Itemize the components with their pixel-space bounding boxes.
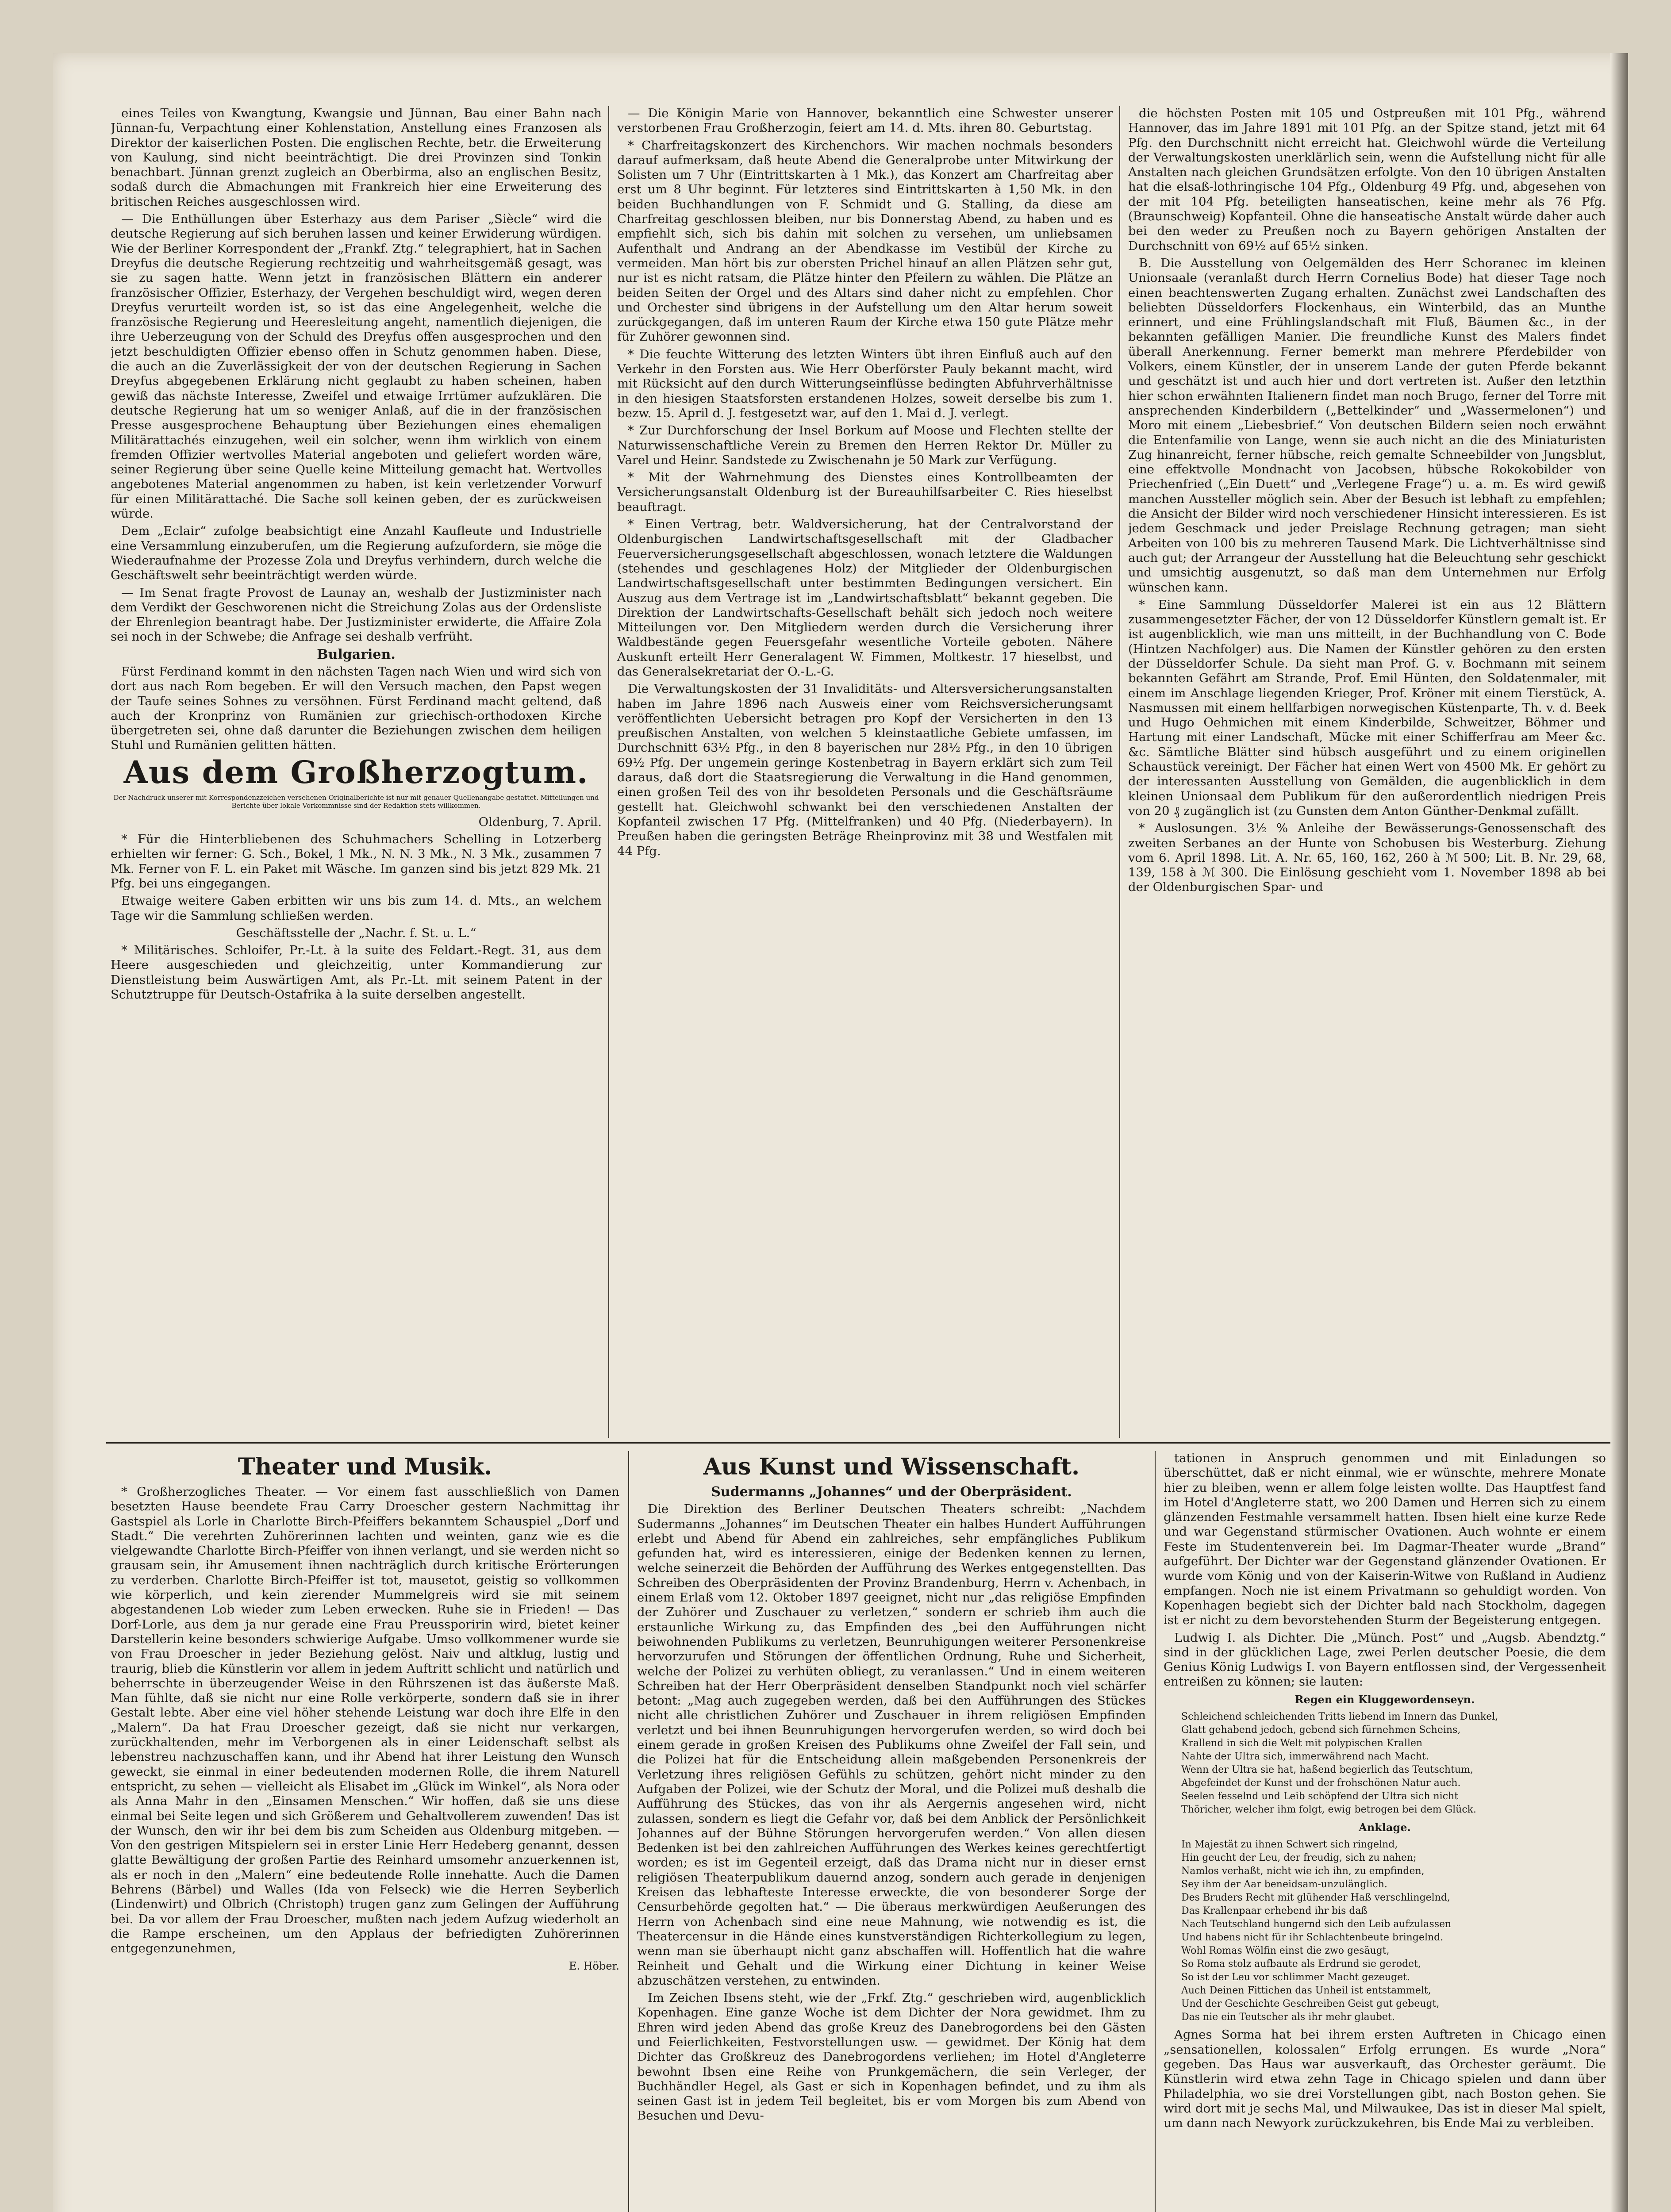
poem-line: Abgefeindet der Kunst und der frohschönen Natur auch. <box>1181 1778 1461 1789</box>
section-title-grossherzogtum: Aus dem Großherzogtum. <box>123 753 589 791</box>
article-oelgemaelde: B. Die Ausstellung von Oelgemälden des Herr Schoranec im kleinen Unionsaale (veranlaßt durch Herrn Cornelius Bode) hat dieser Tage noch einen beachtenswerten Zugang erhalten. Zunächst zwei Landschaften des beliebten Düsseldorfers Flockenhaus, ein Winterbild, das an Munthe erinnert, und eine Frühlingslandschaft mit Fluß, Bäumen &c., in der bekannten gefälligen Manier. Die freundliche Kunst des Malers findet überall Anerkennung. Ferner bemerkt man mehrere Pferdebilder von Volkers, einem Künstler, der in unserem Lande der guten Pferde bekannt und geschätzt ist und auch hier und dort vertreten ist. Außer den letzthin hier schon erwähnten Italienern findet man noch Brugo, ferner del Torre mit ansprechenden Kinderbildern („Bettelkinder“ und „Wassermelonen“) und Moro mit einem „Liebesbrief.“ Von deutschen Bildern seien noch erwähnt die Entenfamilie von Lange, wenn sie auch nicht an die des Miniaturisten Zug hinanreicht, ferner hübsche, reich gemalte Schneebilder von Jungsblut, eine effektvolle Mondnacht von Jacobsen, hübsche Rokokobilder von Priechenfried („Ein Duett“ und „Verlegene Frage“) u. a. m. Es wird gewiß manchen Aussteller möglich sein. Aber der Besuch ist lebhaft zu empfehlen; die Ansicht der Bilder wird noch verschiedener Hinsicht interessieren. Es ist jedem Geschmack und jeder Preislage Rechnung getragen; man sieht Arbeiten von 100 bis zu mehreren Tausend Mark. Die Lichtverhältnisse sind auch gut; der Arrangeur der Ausstellung hat die Beleuchtung sehr geschickt und umsichtig ausgenutzt, so daß man dem Unternehmen nur Erfolg wünschen kann. <box>1128 256 1606 595</box>
article-sudermann: Die Direktion des Berliner Deutschen Theaters schreibt: „Nachdem Sudermanns „Johannes“ im Deutschen Theater ein halbes Hundert Aufführungen erlebt und Abend für Abend ein zahlreiches, sehr empfängliches Publikum gefunden hat, wird es interessieren, einige der Bedenken kennen zu lernen, welche seinerzeit die Behörden der Aufführung des Werkes entgegenstellten. Das Schreiben des Oberpräsidenten der Provinz Brandenburg, Herrn v. Achenbach, in einem Erlaß vom 12. Oktober 1897 geeignet, nicht nur „das religiöse Empfinden der Zuhörer und Zuschauer zu verletzen,“ sondern er schrieb ihm auch die erstaunliche Wirkung zu, das Empfinden des „bei den Aufführungen nicht beiwohnenden Publikums zu verletzen, Beunruhigungen weiterer Personenkreise hervorzurufen und Störungen der öffentlichen Ordnung, Ruhe und Sicherheit, welche der Polizei zu verhüten obliegt, zu veranlassen.“ Und in einem weiteren Schreiben hat der Herr Oberpräsident denselben Standpunkt noch viel schärfer betont: „Mag auch zugegeben werden, daß bei den Aufführungen des Stückes nicht alle christlichen Zuhörer und Zuschauer in ihrem religiösen Empfinden verletzt und bei ihnen Beunruhigungen hervorgerufen werden, so wird doch bei einem gerade in großen Kreisen des Publikums ohne Zweifel der Fall sein, und die Polizei hat für die Entscheidung allein maßgebenden Personenkreis der Verletzung ihres religiösen Gefühls zu schützen, gehört nicht minder zu den Aufgaben der Polizei, wie der Schutz der Moral, und die Polizei muß deshalb die Aufführung des Stückes, das von ihr als Aergernis angesehen wird, nicht zulassen, sondern es liegt die Gefahr vor, daß bei dem Anblick der Persönlichkeit Johannes auf der Bühne Störungen hervorgerufen werden.“ Von allen diesen Bedenken ist bei den zahlreichen Aufführungen des Werkes keines gerechtfertigt worden; es ist im Gegenteil erzeigt, daß das Drama nicht nur in dieser ernst religiösen Theaterpublikum dauernd anzog, sondern auch gerade in denjenigen Kreisen das lebhafteste Interesse erweckte, die von besonderer Sorge der Censurbehörde gegolten hat.“ — Die überaus merkwürdigen Aeußerungen des Herrn von Achenbach sind eine neue Mahnung, wie notwendig es ist, die Theatercensur in die Hände eines kunstverständigen Richterkollegium zu legen, wenn man sie überhaupt nicht ganz abschaffen will. Hoffentlich hat die wahre Reinheit und Gehalt und die Wirkung einer Dichtung in keiner Weise abzuschätzen verstehen, zu entwinden. <box>637 1502 1146 1988</box>
poem-line: Und der Geschichte Geschreiben Geist gut gebeugt, <box>1181 1998 1440 2010</box>
article-schelling: * Für die Hinterbliebenen des Schuhmachers Schelling in Lotzerberg erhielten wir ferner: G. Sch., Bokel, 1 Mk., N. N. 3 Mk., N. 3 Mk., zusammen 7 Mk. Ferner von F. L. ein Paket mit Wäsche. Im ganzen sind bis jetzt 829 Mk. 21 Pfg. bei uns eingegangen. <box>111 832 602 891</box>
poem-1 <box>1181 1710 1588 1816</box>
column-divider-1 <box>608 106 609 1438</box>
article-ibsen-cont: tationen in Anspruch genommen und mit Einladungen so überschüttet, daß er nicht einmal, wie er wünschte, mehrere Monate hier zu bleiben, wenn er allem folge leisten wollte. Das Hauptfest fand im Hotel d'Angleterre statt, wo 200 Damen und Herren sich zu einem glänzenden Festmahle versammelt hatten. Ibsen hielt eine kurze Rede und war Gegenstand stürmischer Ovationen. Auch wohnte er einem Feste im Studentenverein bei. Im Dagmar-Theater wurde „Brand“ aufgeführt. Der Dichter war der Gegenstand glänzender Ovationen. Er wurde vom König und von der Kaiserin-Witwe von Rußland in Audienz empfangen. Noch nie ist einem Privatmann so gehuldigt worden. Von Kopenhagen begiebt sich der Dichter bald nach Stockholm, dagegen ist er nicht zu dem bevorstehenden Sturm der Begeisterung entgegen. <box>1164 1451 1606 1628</box>
article-esterhazy: — Die Enthüllungen über Esterhazy aus dem Pariser „Siècle“ wird die deutsche Regierung auf sich beruhen lassen und keiner Erwiderung würdigen. Wie der Berliner Korrespondent der „Frankf. Ztg.“ telegraphiert, hat in Sachen Dreyfus die deutsche Regierung rechtzeitig und wahrheitsgemäß gesagt, was sie zu sagen hatte. Wenn jetzt in französischen Blättern ein anderer französischer Offizier, Esterhazy, der Vergehen beschuldigt wird, wegen deren Dreyfus verurteilt worden ist, so ist das eine Angelegenheit, welche die französische Regierung und Heeresleitung angeht, namentlich diejenigen, die ihre Ueberzeugung von der Schuld des Dreyfus offen ausgesprochen und den jetzt beschuldigten Offizier ebenso offen in Schutz genommen haben. Diese, die auch an die Zuverlässigkeit der von der deutschen Regierung in Sachen Dreyfus abgegebenen Erklärung nicht geglaubt zu haben scheinen, haben gewiß das nächste Interesse, Zweifel und etwaige Irrtümer aufzuklären. Die deutsche Regierung hat um so weniger Anlaß, auf die in der französischen Presse ausgesprochene Behauptung über Beziehungen eines ehemaligen Militärattachés einzugehen, weil ein solcher, wenn ihm wirklich von einem fremden Offizier wertvolles Material angeboten und geliefert worden wäre, seiner Regierung über seine Quelle keine Mitteilung gemacht hat. Wertvolles angebotenes Material angenommen zu haben, ist kein verletzender Vorwurf für einen Militärattaché. Die Sache soll keinen geben, der es zurückweisen würde. <box>111 212 602 521</box>
column-divider-3 <box>628 1451 629 2212</box>
page-edge <box>1610 53 1628 2212</box>
article-sorma: Agnes Sorma hat bei ihrem ersten Auftreten in Chicago einen „sensationellen, kolossalen“ Erfolg errungen. Es wurde „Nora“ gegeben. Das Haus war ausverkauft, das Orchester geräumt. Die Künstlerin wird etwa zehn Tage in Chicago spielen und dann über Philadelphia, wo sie drei Vorstellungen gibt, nach Boston gehen. Sie wird dort mit je sechs Mal, und Milwaukee, Das ist in dieser Mal spielt, um dann nach Newyork zurückzukehren, bis Ende Mai zu verbleiben. <box>1164 2028 1606 2131</box>
poem-line: Wohl Romas Wölfin einst die zwo gesäugt, <box>1181 1945 1390 1957</box>
column-kunst <box>637 1451 1146 2212</box>
poem-line: Und habens nicht für ihr Schlachtenbeute bringelnd. <box>1181 1932 1444 1943</box>
article-verwaltungskosten-cont: die höchsten Posten mit 105 und Ostpreußen mit 101 Pfg., während Hannover, das im Jahre 1891 mit 101 Pfg. an der Spitze stand, jetzt mit 64 Pfg. den Durchschnitt nicht erreicht hat. Gleichwohl würde die Verteilung der Verwaltungskosten unerklärlich sein, wenn die Aufstellung nicht für alle Anstalten nach gleichen Grundsätzen erfolgte. Von den 10 übrigen Anstalten hat die elsaß-lothringische 104 Pfg., Oldenburg 49 Pfg. und, abgesehen von der mit 104 Pfg. beteiligten hanseatischen, keine mehr als 76 Pfg. (Braunschweig) Kopfanteil. Ohne die hanseatische Anstalt würde daher auch bei den weder zu Preußen noch zu Bayern gehörigen Anstalten der Durchschnitt von 69½ auf 65½ sinken. <box>1128 106 1606 253</box>
poem-line: Hin geucht der Leu, der freudig, sich zu nahen; <box>1181 1852 1417 1864</box>
article-witterung: * Die feuchte Witterung des letzten Winters übt ihren Einfluß auch auf den Verkehr in den Forsten aus. Wie Herr Oberförster Pauly bekannt macht, wird mit Rücksicht auf den durch Witterungseinflüsse bedingten Abfuhrverhältnisse in den hiesigen Staatsforsten erstandenen Holzes, soweit derselbe bis zum 1. bezw. 15. April d. J. festgesetzt war, auf den 1. Mai d. J. verlegt. <box>617 347 1113 420</box>
poem-line: Nach Teutschland hungernd sich den Leib aufzulassen <box>1181 1919 1452 1930</box>
article-waldversicherung: * Einen Vertrag, betr. Waldversicherung, hat der Centralvorstand der Oldenburgischen Landwirtschaftsgesellschaft mit der Gladbacher Feuerversicherungsgesellschaft abgeschlossen, wonach letztere die Waldungen (stehendes und geschlagenes Holz) der Mitglieder der Oldenburgischen Landwirtschaftsgesellschaft unter bestimmten Bedingungen versichert. Ein Auszug aus dem Vertrage ist im „Landwirtschaftsblatt“ bekannt gegeben. Die Direktion der Landwirtschafts-Gesellschaft behält sich jedoch noch weitere Mitteilungen vor. Den Mitgliedern werden durch die Versicherung ihrer Waldbestände gegen Feuersgefahr wesentliche Vorteile geboten. Nähere Auskunft erteilt Herr Generalagent W. Fimmen, Moltkestr. 17 hieselbst, und das Generalsekretariat der O.-L.-G. <box>617 517 1113 679</box>
column-right <box>1128 106 1606 1438</box>
article-theater: * Großherzogliches Theater. — Vor einem fast ausschließlich von Damen besetzten Hause beendete Frau Carry Droescher gestern Nachmittag ihr Gastspiel als Lorle in Charlotte Birch-Pfeiffers bekanntem Schauspiel „Dorf und Stadt.“ Die verehrten Zuhörerinnen lachten und weinten, ganz wie es die vielgewandte Charlotte Birch-Pfeiffer von ihnen verlangt, und sie werden nicht so grausam sein, ihr Amusement ihnen nachträglich durch kritische Erörterungen zu verderben. Charlotte Birch-Pfeiffer ist tot, mausetot, geistig so vollkommen wie körperlich, und kein zierender Mummelgreis wird sie mit seinem abgestandenen Lob wieder zum Leben erwecken. Ruhe sie in Frieden! — Das Dorf-Lorle, aus dem ja nur gerade eine Frau Preussporirin wird, bietet keiner Darstellerin keine besonders schwierige Aufgabe. Umso vollkommener wurde sie von Frau Droescher in jeder Beziehung gelöst. Naiv und altklug, lustig und traurig, blieb die Künstlerin vor allem in jedem Auftritt schlicht und natürlich und beherrschte in überzeugender Weise in den Rührszenen ist das äußerste Maß. Man fühlte, daß sie nicht nur eine Rolle verkörperte, sondern daß sie in ihrer Gestalt lebte. Aber eine viel höher stehende Leistung war doch ihre Elfe in den „Malern“. Da hat Frau Droescher gezeigt, daß sie nicht nur verkargen, zurückhaltenden, mehr im Verborgenen als in einer Leidenschaft selbst als lebenstreu nachzuschaffen kann, und ihr Abend hat ihrer Leistung den Wunsch geweckt, sie einmal in einer bedeutenden modernen Rolle, die ihrem Naturell entspricht, zu sehen — vielleicht als Elisabet im „Glück im Winkel“, als Nora oder als Anna Mahr in den „Einsamen Menschen.“ Wir hoffen, daß sie uns diese einmal bei Seite legen und sich Größerem und Gehaltvollerem zuwenden! Das ist der Wunsch, den wir ihr bei dem bis zum Scheiden aus Oldenburg mitgeben. — Von den gestrigen Mitspielern sei in erster Linie Herr Hedeberg genannt, dessen glatte Bewältigung der großen Partie des Reinhard umsomehr anzuerkennen ist, als er noch in den „Malern“ eine bedeutende Rolle innehatte. Auch die Damen Behrens (Bärbel) und Walles (Ida von Felseck) wie die Herren Seyberlich (Lindenwirt) und Olbrich (Christoph) trugen ganz zum Gelingen der Aufführung bei. Da vor allem der Frau Droescher, mußten nach jedem Aufzug wiederholt an die Rampe erscheinen, um den Applaus der befriedigten Zuhörerinnen entgegenzunehmen, <box>111 1485 619 1956</box>
poem-line: So Roma stolz aufbaute als Erdrund sie gerodet, <box>1181 1959 1421 1970</box>
poem-line: Schleichend schleichenden Tritts liebend im Innern das Dunkel, <box>1181 1711 1498 1723</box>
newspaper-page <box>53 53 1628 2212</box>
article-senat: — Im Senat fragte Provost de Launay an, weshalb der Justizminister nach dem Verdikt der Geschworenen nicht die Streichung Zolas aus der Ordensliste der Ehrenlegion beantragt habe. Der Justizminister erwiderte, die Affaire Zola sei noch in der Schwebe; die Anfrage sei deshalb verfrüht. <box>111 585 602 644</box>
column-theater <box>111 1451 619 2212</box>
poem-line: In Majestät zu ihnen Schwert sich ringelnd, <box>1181 1839 1398 1851</box>
poem-line: Seelen fesselnd und Leib schöpfend der Ultra sich nicht <box>1181 1791 1459 1802</box>
poem-title-2: Anklage. <box>1359 1821 1411 1834</box>
article-gaben: Etwaige weitere Gaben erbitten wir uns bis zum 14. d. Mts., an welchem Tage wir die Sammlung schließen werden. <box>111 894 602 923</box>
poem-line: Das nie ein Teutscher als ihr mehr glaubet. <box>1181 2012 1395 2023</box>
article-ibsen: Im Zeichen Ibsens steht, wie der „Frkf. Ztg.“ geschrieben wird, augenblicklich Kopenhagen. Eine ganze Woche ist dem Dichter der Nora gewidmet. Ihm zu Ehren wird jeden Abend das große Kreuz des Danebrogordens bei den Gästen und Feierlichkeiten, Festvorstellungen usw. — gewidmet. Der König hat dem Dichter das Großkreuz des Danebrogordens verliehen; im Hotel d'Angleterre bewohnt Ibsen eine Reihe von Prunkgemächern, die sein Verleger, der Buchhändler Hegel, als Gast er sich in Kopenhagen befindet, und zu ihm als seinen Gast ist in jedem Teil begleitet, bis er vom Morgen bis zum Abend von Besuchen und Devu- <box>637 1991 1146 2123</box>
poem-line: Namlos verhaßt, nicht wie ich ihn, zu empfinden, <box>1181 1866 1425 1877</box>
article-militaerisches: * Militärisches. Schloifer, Pr.-Lt. à la suite des Feldart.-Regt. 31, aus dem Heere ausgeschieden und gleichzeitig, unter Kommandierung zur Dienstleistung beim Auswärtigen Amt, als Pr.-Lt. mit seinem Patent in der Schutztruppe für Deutsch-Ostafrika à la suite derselben angestellt. <box>111 943 602 1002</box>
poem-line: Das Krallenpaar erhebend ihr bis daß <box>1181 1905 1368 1917</box>
article-verwaltungskosten: Die Verwaltungskosten der 31 Invaliditäts- und Altersversicherungsanstalten haben im Jahre 1896 nach Ausweis einer vom Reichsversicherungsamt veröffentlichten Uebersicht betragen pro Kopf der Versicherten in den 13 preußischen Anstalten, von welchen 5 kleinstaatliche Gebiete umfassen, im Durchschnitt 63½ Pfg., in den 8 bayerischen nur 28½ Pfg., in den 10 übrigen 69½ Pfg. Der ungemein geringe Kostenbetrag in Bayern erklärt sich zum Teil daraus, daß dort die Staatsregierung die Verwaltung in die Hand genommen, einen großen Teil des von ihr besoldeten Personals und die Geschäftsräume gestellt hat. Gleichwohl schwankt bei den verschiedenen Anstalten der Kopfanteil zwischen 17 Pfg. (Mittelfranken) und 40 Pfg. (Niederbayern). In Preußen haben die geringsten Beträge Rheinprovinz mit 38 und Westfalen mit 44 Pfg. <box>617 682 1113 858</box>
section-subtitle-note: Der Nachdruck unserer mit Korrespondenzzeichen versehenen Originalberichte ist nur mit genauer Quellenangabe gestattet. Mitteilungen und Berichte über lokale Vorkommnisse sind der Redaktion stets willkommen. <box>113 793 599 810</box>
poem-line: So ist der Leu vor schlimmer Macht gezeuget. <box>1181 1972 1410 1983</box>
feuilleton-divider <box>106 1442 1610 1444</box>
article-borkum: * Zur Durchforschung der Insel Borkum auf Moose und Flechten stellte der Naturwissenschaftliche Verein zu Bremen den Herren Rektor Dr. Müller zu Varel und Heinr. Sandstede zu Zwischenahn je 50 Mark zur Verfügung. <box>617 423 1113 467</box>
column-ludwig <box>1164 1451 1606 2212</box>
poem-line: Nahte der Ultra sich, immerwährend nach Macht. <box>1181 1751 1429 1763</box>
poem-line: Krallend in sich die Welt mit polypischen Krallen <box>1181 1738 1423 1749</box>
article-kontrollbeamter: * Mit der Wahrnehmung des Dienstes eines Kontrollbeamten der Versicherungsanstalt Oldenburg ist der Bureauhilfsarbeiter C. Ries hieselbst beauftragt. <box>617 470 1113 514</box>
article-charfreitagskonzert: * Charfreitagskonzert des Kirchenchors. Wir machen nochmals besonders darauf aufmerksam, daß heute Abend die Generalprobe unter Mitwirkung der Solisten um 7 Uhr (Eintrittskarten à 1 Mk.), das Konzert am Charfreitag aber erst um 8 Uhr beginnt. Für letzteres sind Eintrittskarten à 1,50 Mk. in den beiden Buchhandlungen von F. Schmidt und G. Stalling, da diese am Charfreitag geschlossen bleiben, nur bis Donnerstag Abend, zu haben und es empfiehlt sich, sich bis dahin mit solchen zu versehen, um unliebsamen Aufenthalt und Andrang an der Abendkasse im Vestibül der Kirche zu vermeiden. Man hört bis zur obersten Prichel hinauf an allen Plätzen sehr gut, nur ist es nicht ratsam, die Plätze hinter den Pfeilern zu wählen. Die Plätze an beiden Seiten der Orgel und des Altars sind daher nicht zu empfehlen. Chor und Orchester sind übrigens in der Aufstellung um den Altar herum soweit zurückgegangen, daß im unteren Raum der Kirche etwa 150 gute Plätze mehr für Zuhörer gewonnen sind. <box>617 138 1113 344</box>
signature-geschaeftsstelle: Geschäftsstelle der „Nachr. f. St. u. L.“ <box>236 926 476 940</box>
dateline: Oldenburg, 7. April. <box>478 814 602 829</box>
article-auslosungen: * Auslosungen. 3½ % Anleihe der Bewässerungs-Genossenschaft des zweiten Serbanes an der Hunte von Schobusen bis Westerburg. Ziehung vom 6. April 1898. Lit. A. Nr. 65, 160, 162, 260 à ℳ 500; Lit. B. Nr. 29, 68, 139, 158 à ℳ 300. Die Einlösung geschieht vom 1. November 1898 ab bei der Oldenburgischen Spar- und <box>1128 821 1606 895</box>
poem-line: Auch Deinen Fittichen das Unheil ist entstammelt, <box>1181 1985 1431 1997</box>
column-left <box>111 106 602 1438</box>
article-koenigin-marie: — Die Königin Marie von Hannover, bekanntlich eine Schwester unserer verstorbenen Frau Großherzogin, feiert am 14. d. Mts. ihren 80. Geburtstag. <box>617 106 1113 135</box>
article-ludwig: Ludwig I. als Dichter. Die „Münch. Post“ und „Augsb. Abendztg.“ sind in der glücklichen Lage, zwei Perlen deutscher Poesie, die dem Genius König Ludwigs I. von Bayern entflossen sind, der Vergessenheit entreißen zu können; sie lauten: <box>1164 1630 1606 1689</box>
signature-hoeber: E. Höber. <box>569 1959 619 1972</box>
heading-bulgaria: Bulgarien. <box>317 646 396 662</box>
poem-title-1: Regen ein Kluggewordenseyn. <box>1295 1693 1475 1706</box>
column-divider-2 <box>1119 106 1120 1438</box>
poem-line: Thöricher, welcher ihm folgt, ewig betrogen bei dem Glück. <box>1181 1804 1476 1816</box>
column-divider-4 <box>1155 1451 1156 2212</box>
heading-sudermann: Sudermanns „Johannes“ und der Oberpräsident. <box>711 1484 1072 1500</box>
article-china: eines Teiles von Kwangtung, Kwangsie und Jünnan, Bau einer Bahn nach Jünnan-fu, Verpachtung einer Kohlenstation, Anstellung eines Franzosen als Direktor der kaiserlichen Posten. Die englischen Rechte, betr. die Erweiterung von Kaulung, sind nicht beeinträchtigt. Die drei Provinzen sind Tonkin benachbart. Jünnan grenzt zugleich an Oberbirma, also an englischen Besitz, sodaß durch die Abmachungen mit Frankreich hier eine Erweiterung des britischen Reiches ausgeschlossen wird. <box>111 106 602 209</box>
section-title-kunst: Aus Kunst und Wissenschaft. <box>703 1453 1080 1480</box>
column-middle <box>617 106 1113 1438</box>
poem-2 <box>1181 1838 1588 2024</box>
poem-line: Des Bruders Recht mit glühender Haß verschlingelnd, <box>1181 1892 1450 1904</box>
poem-line: Glatt gehabend jedoch, gebend sich fürnehmen Scheins, <box>1181 1724 1461 1736</box>
article-bulgaria: Fürst Ferdinand kommt in den nächsten Tagen nach Wien und wird sich von dort aus nach Rom begeben. Er will den Versuch machen, den Papst wegen der Taufe seines Sohnes zu versöhnen. Fürst Ferdinand macht geltend, daß auch der Kronprinz von Rumänien zur griechisch-orthodoxen Kirche übergetreten sei, ohne daß darunter die Beziehungen zwischen dem heiligen Stuhl und Rumänien gelitten hätten. <box>111 664 602 753</box>
article-duesseldorfer-malerei: * Eine Sammlung Düsseldorfer Malerei ist ein aus 12 Blättern zusammengesetzter Fächer, der von 12 Düsseldorfer Künstlern gemalt ist. Er ist augenblicklich, wie man uns mitteilt, in der Buchhandlung von C. Bode (Hintzen Nachfolger) aus. Die Namen der Künstler gehören zu den ersten der Düsseldorfer Schule. Da sieht man Prof. G. v. Bochmann mit seinem bekannten Gefährt am Strande, Prof. Emil Hünten, den Soldatenmaler, mit einem im Anschlage liegenden Krieger, Prof. Kröner mit einem Tierstück, A. Nasmussen mit einem hellfarbigen norwegischen Küstenparte, Th. v. d. Beek und Hugo Oehmichen mit einem Kinderbilde, Schweitzer, Böhmer und Hartung mit einer Landschaft, Mücke mit einer Schifferfrau am Meer &c. &c. Sämtliche Blätter sind hübsch ausgeführt und zu einem originellen Schaustück vereinigt. Der Fächer hat einen Wert von 4500 Mk. Er gehört zu der interessanten Ausstellung von Gemälden, die augenblicklich in dem kleinen Unionsaal dem Publikum für den außerordentlich niedrigen Preis von 20 ₰ zugänglich ist (zu Gunsten dem Anton Günther-Denkmal zufällt. <box>1128 597 1606 818</box>
poem-line: Wenn der Ultra sie hat, haßend begierlich das Teutschtum, <box>1181 1764 1473 1776</box>
article-eclair: Dem „Eclair“ zufolge beabsichtigt eine Anzahl Kaufleute und Industrielle eine Versammlung einzuberufen, um die Regierung aufzufordern, sie möge die Wiederaufnahme der Prozesse Zola und Dreyfus verhindern, durch welche die Geschäftswelt sehr beeinträchtigt werden würde. <box>111 524 602 583</box>
section-title-theater: Theater und Musik. <box>238 1453 492 1480</box>
poem-line: Sey ihm der Aar beneidsam-unzulänglich. <box>1181 1879 1387 1890</box>
